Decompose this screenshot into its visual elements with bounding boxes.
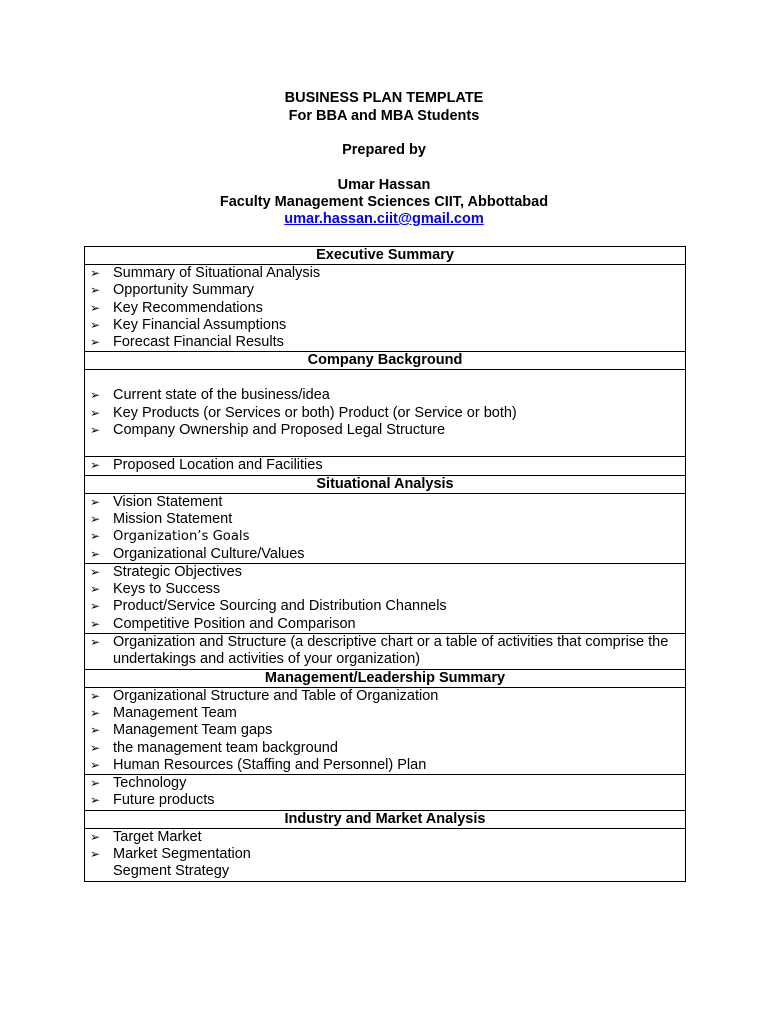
arrowhead-bullet-icon: ➢ <box>90 564 101 579</box>
list-item-text: Technology <box>113 775 187 792</box>
list-item <box>85 317 685 334</box>
item-group-cell <box>85 828 686 881</box>
section-heading: Situational Analysis <box>85 475 686 493</box>
bullet-list <box>85 634 685 669</box>
author-email-row <box>0 211 768 228</box>
list-item-text: Organization’s Goals <box>113 529 250 545</box>
list-item <box>85 740 685 757</box>
list-item <box>85 634 685 669</box>
arrowhead-bullet-icon: ➢ <box>90 616 101 631</box>
section-item-group <box>85 265 686 352</box>
section-item-group <box>85 687 686 774</box>
author-affiliation: Faculty Management Sciences CIIT, Abbottabad <box>219 194 549 210</box>
list-item-text: Human Resources (Staffing and Personnel) Plan <box>113 756 427 773</box>
section-heading-row <box>85 247 686 265</box>
document-subtitle: For BBA and MBA Students <box>288 108 480 124</box>
list-item-text: Market Segmentation <box>113 846 251 863</box>
section-item-group <box>85 634 686 670</box>
list-item-text: Key Products (or Services or both) Product (or Service or both) <box>113 404 517 421</box>
list-item <box>85 757 685 774</box>
list-item-text: Competitive Position and Comparison <box>113 615 356 632</box>
arrowhead-bullet-icon: ➢ <box>90 847 101 862</box>
list-item-text: Organization and Structure (a descriptive chart or a table of activities that comprise the undertakings and activities of your organization) <box>113 634 669 668</box>
list-item <box>85 722 685 739</box>
prepared-by-label: Prepared by <box>342 142 426 158</box>
arrowhead-bullet-icon: ➢ <box>90 335 101 350</box>
item-group-cell <box>85 775 686 811</box>
list-item <box>85 405 685 422</box>
item-group-cell <box>85 563 686 633</box>
bullet-list <box>85 387 685 439</box>
arrowhead-bullet-icon: ➢ <box>90 582 101 597</box>
arrowhead-bullet-icon: ➢ <box>90 688 101 703</box>
arrowhead-bullet-icon: ➢ <box>90 266 101 280</box>
bullet-list <box>85 265 685 351</box>
list-item-text: Management Team gaps <box>113 722 273 739</box>
list-item-text: Strategic Objectives <box>113 563 242 580</box>
item-group-cell <box>85 634 686 670</box>
list-item <box>85 422 685 439</box>
business-plan-outline-table <box>84 246 686 882</box>
item-group-cell <box>85 687 686 774</box>
list-item <box>85 705 685 722</box>
list-item-text: Key Recommendations <box>113 299 263 316</box>
arrowhead-bullet-icon: ➢ <box>90 776 101 791</box>
section-item-group <box>85 457 686 475</box>
arrowhead-bullet-icon: ➢ <box>90 529 101 544</box>
section-item-group <box>85 828 686 881</box>
list-item <box>85 300 685 317</box>
list-item <box>85 581 685 598</box>
section-heading-row <box>85 810 686 828</box>
list-item-text: Mission Statement <box>113 510 233 527</box>
list-item <box>85 494 685 511</box>
arrowhead-bullet-icon: ➢ <box>90 388 101 403</box>
section-item-group <box>85 775 686 811</box>
list-item <box>85 688 685 705</box>
list-item-text: Keys to Success <box>113 581 221 598</box>
item-group-cell <box>85 370 686 457</box>
arrowhead-bullet-icon: ➢ <box>90 740 101 755</box>
list-item <box>85 564 685 581</box>
arrowhead-bullet-icon: ➢ <box>90 405 101 420</box>
arrowhead-bullet-icon: ➢ <box>90 705 101 720</box>
list-item <box>85 511 685 528</box>
item-group-cell <box>85 265 686 352</box>
section-heading: Executive Summary <box>85 247 686 265</box>
list-item-text: Organizational Structure and Table of Organization <box>113 687 439 704</box>
list-item-text: Current state of the business/idea <box>113 387 330 404</box>
bullet-list <box>85 494 685 563</box>
arrowhead-bullet-icon: ➢ <box>90 723 101 738</box>
arrowhead-bullet-icon: ➢ <box>90 635 101 650</box>
list-item <box>85 616 685 633</box>
arrowhead-bullet-icon: ➢ <box>90 599 101 614</box>
list-item-text: Management Team <box>113 704 237 721</box>
section-item-group <box>85 493 686 563</box>
list-item-text: Proposed Location and Facilities <box>113 457 323 474</box>
author-email-link[interactable]: umar.hassan.ciit@gmail.com <box>284 211 484 227</box>
list-item-text: Product/Service Sourcing and Distribution Channels <box>113 598 447 615</box>
arrowhead-bullet-icon: ➢ <box>90 757 101 772</box>
list-item <box>85 334 685 351</box>
bullet-list <box>85 829 685 881</box>
document-title: BUSINESS PLAN TEMPLATE <box>284 90 484 106</box>
section-heading-row <box>85 352 686 370</box>
list-item <box>85 528 685 545</box>
list-item <box>85 546 685 563</box>
list-item-text: Target Market <box>113 828 202 845</box>
list-item <box>85 457 685 474</box>
list-item <box>85 775 685 792</box>
list-item <box>85 387 685 404</box>
arrowhead-bullet-icon: ➢ <box>90 546 101 561</box>
author-name: Umar Hassan <box>337 177 431 193</box>
arrowhead-bullet-icon: ➢ <box>90 793 101 808</box>
section-heading: Company Background <box>85 352 686 370</box>
arrowhead-bullet-icon: ➢ <box>90 829 101 844</box>
list-item-text: Key Financial Assumptions <box>113 316 287 333</box>
list-item <box>85 846 685 863</box>
list-item-text: Opportunity Summary <box>113 282 255 299</box>
list-item-text: the management team background <box>113 739 338 756</box>
bullet-list <box>85 775 685 810</box>
list-item <box>85 829 685 846</box>
item-group-cell <box>85 457 686 475</box>
bullet-list <box>85 457 685 474</box>
section-heading-row <box>85 669 686 687</box>
item-group-cell <box>85 493 686 563</box>
list-item <box>85 598 685 615</box>
list-item-text: Forecast Financial Results <box>113 334 284 351</box>
bullet-list <box>85 688 685 774</box>
list-item <box>85 282 685 299</box>
list-item-text: Summary of Situational Analysis <box>113 265 321 281</box>
section-item-group <box>85 563 686 633</box>
list-item <box>85 265 685 282</box>
list-item-text: Vision Statement <box>113 493 223 510</box>
bullet-list <box>85 564 685 633</box>
arrowhead-bullet-icon: ➢ <box>90 283 101 298</box>
list-item-text: Future products <box>113 792 215 809</box>
arrowhead-bullet-icon: ➢ <box>90 317 101 332</box>
list-item <box>85 792 685 809</box>
arrowhead-bullet-icon: ➢ <box>90 494 101 509</box>
list-item-text: Segment Strategy <box>113 863 230 880</box>
arrowhead-bullet-icon: ➢ <box>90 423 101 438</box>
section-heading: Industry and Market Analysis <box>85 810 686 828</box>
arrowhead-bullet-icon: ➢ <box>90 511 101 526</box>
arrowhead-bullet-icon: ➢ <box>90 458 101 473</box>
list-item-text: Organizational Culture/Values <box>113 545 305 562</box>
arrowhead-bullet-icon: ➢ <box>90 300 101 315</box>
section-heading: Management/Leadership Summary <box>85 669 686 687</box>
section-heading-row <box>85 475 686 493</box>
section-item-group <box>85 370 686 457</box>
list-item-text: Company Ownership and Proposed Legal Structure <box>113 422 446 439</box>
list-item <box>85 863 685 880</box>
